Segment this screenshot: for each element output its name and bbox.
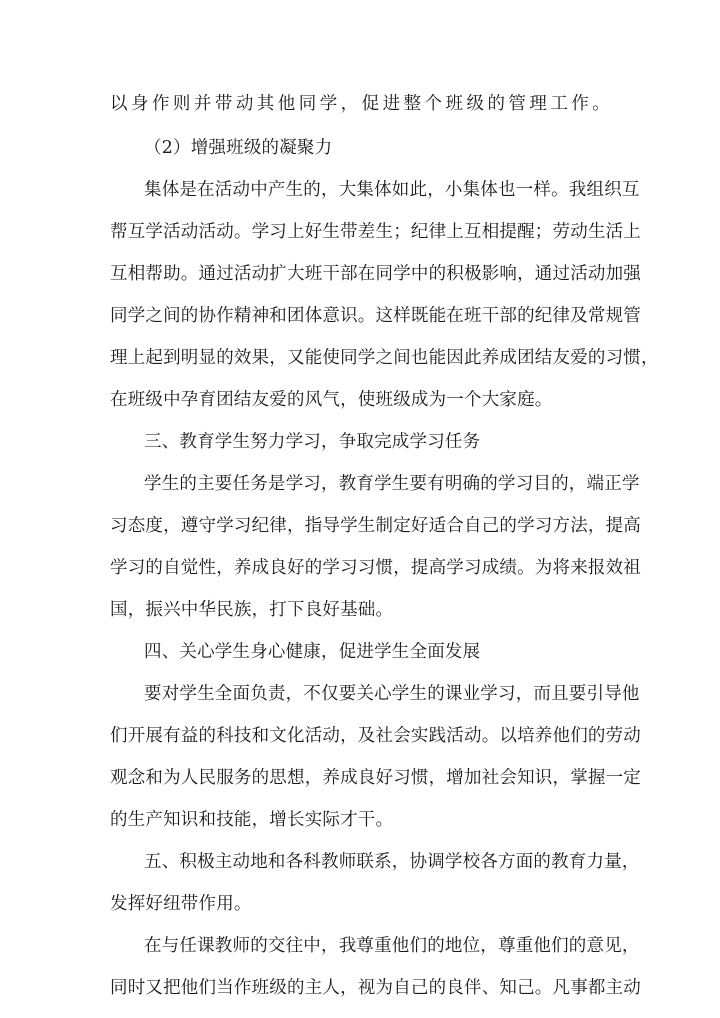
text-line: 们开展有益的科技和文化活动，及社会实践活动。以培养他们的劳动 — [110, 726, 641, 746]
text-line: 发挥好纽带作用。 — [110, 894, 252, 914]
text-line: 观念和为人民服务的思想，养成良好习惯，增加社会知识，掌握一定 — [110, 768, 641, 788]
text-line: 以身作则并带动其他同学，促进整个班级的管理工作。 — [110, 94, 610, 114]
section-heading: 四、关心学生身心健康，促进学生全面发展 — [144, 642, 481, 662]
section-heading: 五、积极主动地和各科教师联系，协调学校各方面的教育力量， — [144, 852, 640, 872]
text-line: 互相帮助。通过活动扩大班干部在同学中的积极影响，通过活动加强 — [110, 264, 641, 284]
paragraph-first-line: 在与任课教师的交往中，我尊重他们的地位，尊重他们的意见， — [144, 936, 640, 956]
paragraph-first-line: 集体是在活动中产生的，大集体如此，小集体也一样。我组织互 — [144, 180, 640, 200]
text-line: 习态度，遵守学习纪律，指导学生制定好适合自己的学习方法，提高 — [110, 516, 641, 536]
text-line: 理上起到明显的效果，又能使同学之间也能因此养成团结友爱的习惯， — [110, 348, 659, 368]
section-heading: （2）增强班级的凝聚力 — [144, 138, 333, 158]
paragraph-first-line: 要对学生全面负责，不仅要关心学生的课业学习，而且要引导他 — [144, 684, 640, 704]
text-line: 同学之间的协作精神和团体意识。这样既能在班干部的纪律及常规管 — [110, 306, 641, 326]
text-line: 学习的自觉性，养成良好的学习习惯，提高学习成绩。为将来报效祖 — [110, 558, 641, 578]
text-line: 帮互学活动活动。学习上好生带差生；纪律上互相提醒；劳动生活上 — [110, 222, 641, 242]
text-line: 同时又把他们当作班级的主人，视为自己的良伴、知己。凡事都主动 — [110, 978, 641, 998]
text-line: 的生产知识和技能，增长实际才干。 — [110, 810, 394, 830]
section-heading: 三、教育学生努力学习，争取完成学习任务 — [144, 432, 481, 452]
paragraph-first-line: 学生的主要任务是学习，教育学生要有明确的学习目的，端正学 — [144, 474, 640, 494]
text-line: 国，振兴中华民族，打下良好基础。 — [110, 600, 394, 620]
text-line: 在班级中孕育团结友爱的风气，使班级成为一个大家庭。 — [110, 390, 553, 410]
